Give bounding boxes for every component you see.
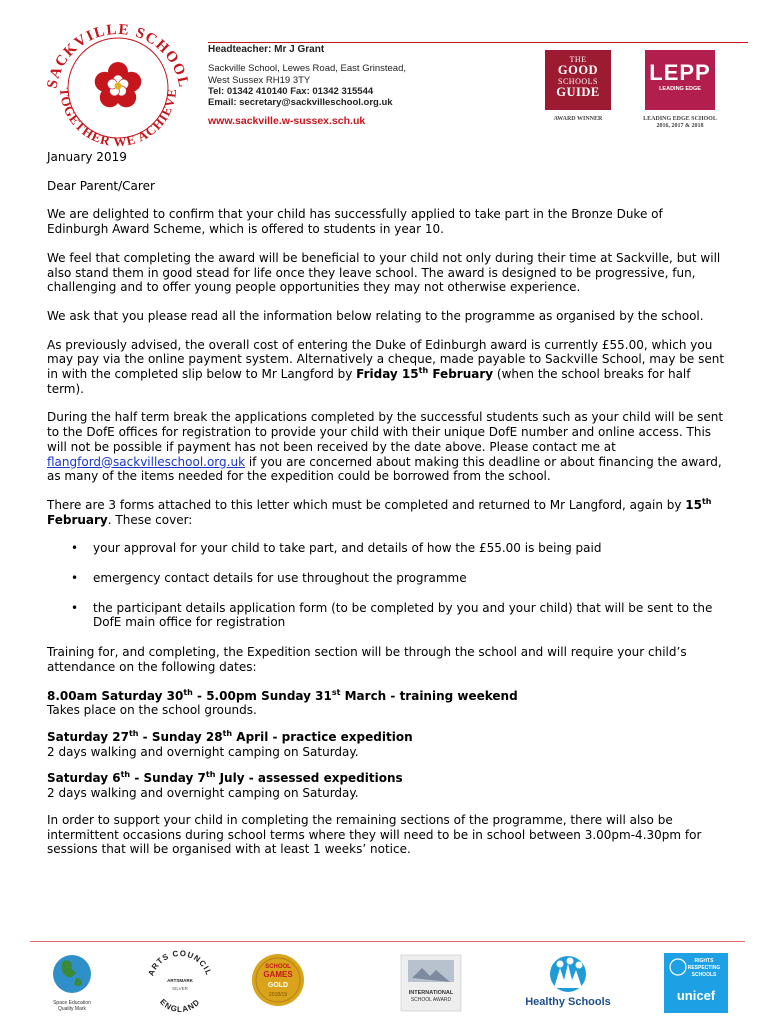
games-logo-year: 2018/19 — [268, 992, 288, 998]
para4-text-b: (when the school breaks for half term). — [47, 367, 691, 396]
footer-logos — [0, 950, 770, 1020]
gsg-line-3: SCHOOLS — [558, 77, 598, 86]
gsg-caption: AWARD WINNER — [553, 116, 603, 122]
school-contact-block — [208, 44, 406, 128]
date-assessed-expedition: Saturday 6th - Sunday 7th July - assessed expeditions 2 days walking and overnight camping on Saturday. — [47, 770, 403, 801]
address-line-2: West Sussex RH19 3TY — [208, 74, 311, 86]
address-line-1: Sackville School, Lewes Road, East Grinstead, — [208, 63, 407, 75]
gsg-line-4: GUIDE — [556, 85, 600, 99]
school-website[interactable]: www.sackville.w-sussex.sch.uk — [208, 115, 366, 128]
expedition-dates — [47, 689, 727, 801]
date-description: Takes place on the school grounds. — [47, 703, 257, 718]
school-games-logo — [248, 950, 308, 1015]
footer-divider — [30, 941, 745, 942]
leading-edge-caption — [630, 116, 730, 130]
leading-edge-logo — [645, 50, 715, 110]
list-item: • the participant details application form (to be completed by you and your child) that will be sent to the DofE main office for registration — [47, 601, 727, 630]
date-practice-expedition: Saturday 27th - Sunday 28th April - practice expedition 2 days walking and overnight camping on Saturday. — [47, 728, 413, 759]
paragraph-7: Training for, and completing, the Expedition section will be through the school and will require your child’s attendance on the following dates: — [47, 645, 687, 674]
unicef-rights-respecting-logo — [660, 950, 732, 1015]
artsmark-bottom: ENGLAND — [158, 997, 202, 1015]
crest-bottom-text: TOGETHER WE ACHIEVE — [56, 87, 180, 148]
artsmark-logo — [140, 950, 220, 1015]
artsmark-tier: SILVER — [172, 986, 188, 991]
space-education-logo — [40, 950, 110, 1015]
isa-line-1: INTERNATIONAL — [408, 990, 454, 996]
unicef-brand: unicef — [676, 988, 716, 1003]
isa-line-2: SCHOOL AWARD — [410, 997, 452, 1003]
gsg-line-2: GOOD — [557, 63, 599, 77]
crest-top-text: SACKVILLE SCHOOL — [44, 21, 192, 90]
letter-body — [47, 150, 727, 871]
good-schools-guide-logo — [545, 50, 611, 110]
para5-text-b: if you are concerned about making this deadline or about financing the award, as many of the items needed for the expedition could be borrowed from the school. — [47, 454, 722, 484]
para6-text-b: . These cover: — [107, 512, 193, 527]
greeting: Dear Parent/Carer — [47, 178, 155, 193]
svg-text:ENGLAND — [158, 997, 202, 1014]
lepp-logo-text: LEPP — [649, 60, 711, 85]
paragraph-3: We ask that you please read all the information below relating to the programme as organised by the school. — [47, 308, 704, 323]
para5-text-a: During the half term break the applications completed by the successful students such as your child will be sent to the DofE offices for registration to provide your child with their unique DofE number and online access. This will not be possible if payment has not been received by the date above. Please contact me at — [47, 410, 724, 454]
school-crest-logo — [38, 18, 198, 148]
lepp-sub-text: LEADING EDGE — [659, 86, 701, 92]
lepp-caption-line-1: LEADING EDGE SCHOOL — [643, 116, 717, 122]
paragraph-1: We are delighted to confirm that your child has successfully applied to take part in the Bronze Duke of Edinburgh Award Scheme, which is offered to students in year 10. — [47, 207, 663, 237]
rrs-line-2: RESPECTING — [687, 965, 721, 971]
list-item: • your approval for your child to take part, and details of how the £55.00 is being paid — [47, 541, 727, 556]
paragraph-2: We feel that completing the award will be beneficial to your child not only during their time at Sackville, but will also stand them in good stead for life once they leave school. The award is designed to be progressive, fun, challenging and to offer young people opportunities they may not otherwise experience. — [47, 250, 721, 295]
header-divider — [208, 42, 748, 43]
rrs-line-1: RIGHTS — [694, 958, 714, 964]
headteacher-name: Headteacher: Mr J Grant — [208, 44, 325, 55]
artsmark-mid: ARTSMARK — [167, 978, 193, 983]
para4-deadline: Friday 15th February — [356, 366, 494, 382]
date-training-weekend: 8.00am Saturday 30th - 5.00pm Sunday 31st March - training weekend Takes place on the school grounds. — [47, 687, 518, 718]
artsmark-top: ARTS COUNCIL — [146, 950, 214, 978]
lepp-caption-line-2: 2016, 2017 & 2018 — [656, 123, 704, 129]
paragraph-6 — [47, 498, 727, 527]
para6-deadline: 15th February — [47, 496, 712, 527]
paragraph-4 — [47, 338, 727, 397]
para4-text-a: As previously advised, the overall cost of entering the Duke of Edinburgh award is currently £55.00, which you may pay via the online payment system. Alternatively a cheque, made payable to Sackville School, may be sent in with the completed slip below to Mr Langford by — [47, 337, 725, 382]
svg-text:ARTS COUNCIL — [146, 950, 213, 977]
date-description: 2 days walking and overnight camping on Saturday. — [47, 744, 359, 759]
phone-fax: Tel: 01342 410140 Fax: 01342 315544 — [208, 85, 374, 97]
healthy-schools-logo — [518, 950, 618, 1015]
letter-date: January 2019 — [47, 150, 127, 164]
paragraph-8: In order to support your child in completing the remaining sections of the programme, there will also be intermittent occasions during school terms where they will need to be in school between 3.00pm-4.30pm for sessions that will be organised with at least 1 weeks’ notice. — [47, 812, 702, 857]
space-logo-line-1: Space Education — [53, 1000, 91, 1006]
rrs-line-3: SCHOOLS — [691, 972, 717, 978]
para6-text-a: There are 3 forms attached to this letter which must be completed and returned to Mr Langford, again by — [47, 497, 686, 512]
contact-email-link[interactable]: flangford@sackvilleschool.org.uk — [47, 454, 246, 469]
gsg-line-1: THE — [569, 55, 587, 64]
list-item: • emergency contact details for use throughout the programme — [47, 571, 727, 586]
rose-icon — [95, 62, 142, 107]
international-school-award-logo — [398, 950, 464, 1015]
letterhead — [0, 0, 770, 150]
date-description: 2 days walking and overnight camping on Saturday. — [47, 786, 359, 801]
games-logo-top: SCHOOL — [265, 964, 291, 970]
paragraph-5 — [47, 410, 727, 484]
healthy-schools-text: Healthy Schools — [525, 996, 611, 1008]
space-logo-line-2: Quality Mark — [57, 1006, 87, 1012]
games-logo-tier: GOLD — [267, 982, 289, 989]
forms-list — [47, 541, 727, 630]
games-logo-word: GAMES — [263, 970, 293, 979]
school-email: Email: secretary@sackvilleschool.org.uk — [208, 97, 393, 109]
